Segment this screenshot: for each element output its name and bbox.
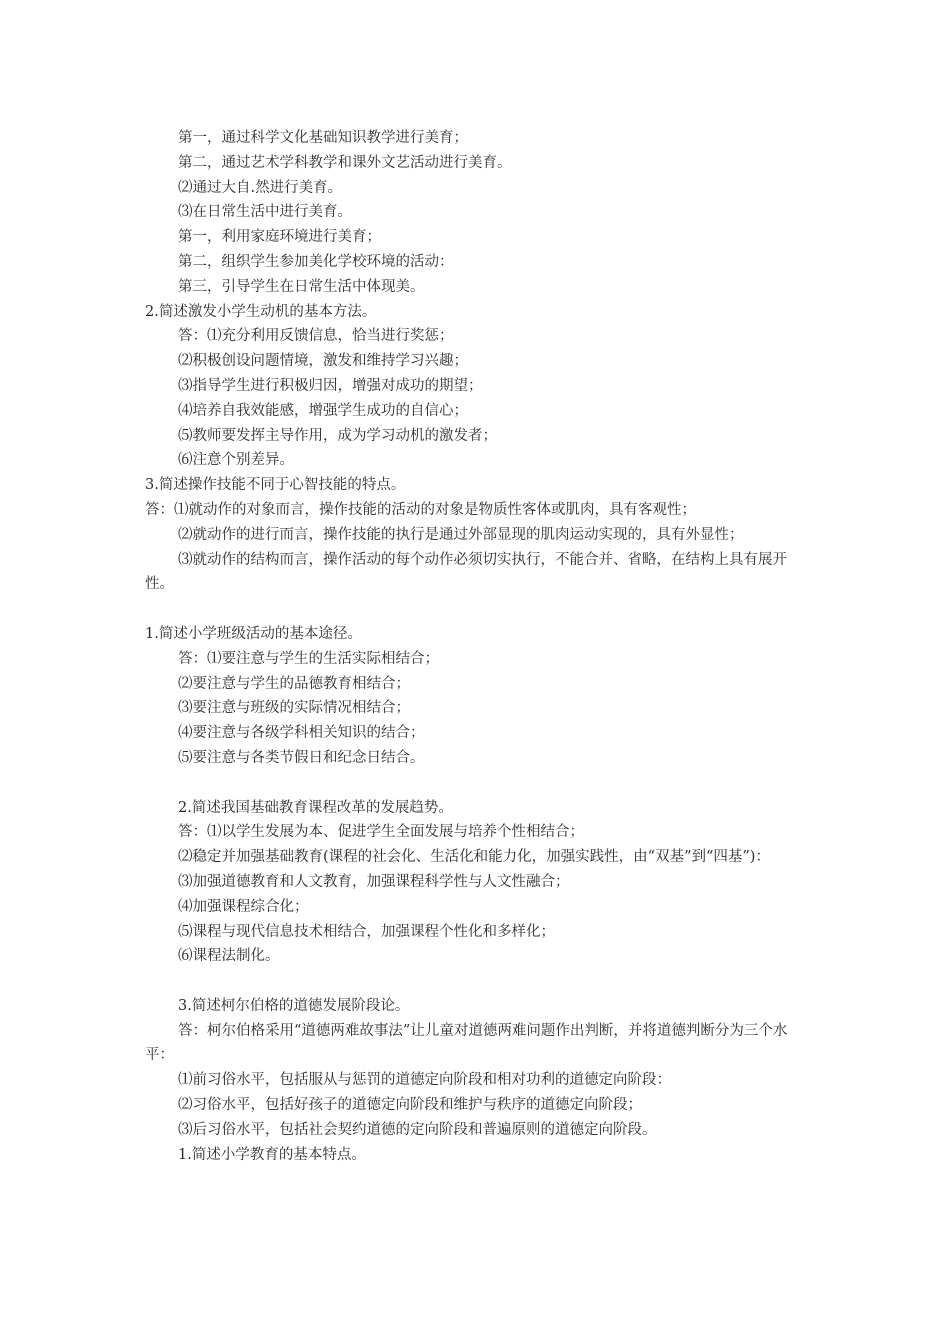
text-line: 第二，组织学生参加美化学校环境的活动： <box>178 253 454 270</box>
text-line: 第一，通过科学文化基础知识教学进行美育； <box>178 130 468 146</box>
blank-line <box>145 969 810 994</box>
text-line: ⑹课程法制化。 <box>178 948 280 965</box>
text-line: 答：⑴要注意与学生的生活实际相结合； <box>178 650 439 667</box>
blank-line <box>145 597 810 622</box>
text-line: ⑹注意个别差异。 <box>178 452 294 469</box>
blank-line <box>145 771 810 796</box>
text-line: 1.简述小学班级活动的基本途径。 <box>145 625 362 642</box>
text-line: ⑸教师要发挥主导作用，成为学习动机的激发者； <box>178 427 497 444</box>
text-line: ⑷培养自我效能感，增强学生成功的自信心； <box>178 402 468 419</box>
text-line: ⑸课程与现代信息技术相结合，加强课程个性化和多样化； <box>178 923 555 940</box>
text-line: 2.简述激发小学生动机的基本方法。 <box>145 303 377 320</box>
text-line: ⑵习俗水平，包括好孩子的道德定向阶段和维护与秩序的道德定向阶段； <box>178 1097 642 1114</box>
text-line: 答：柯尔伯格采用“道德两难故事法”让儿童对道德两难问题作出判断，并将道德判断分为三个水平： <box>145 1022 788 1064</box>
text-line: ⑵就动作的进行而言，操作技能的执行是通过外部显现的肌肉运动实现的，具有外显性； <box>178 526 744 543</box>
text-line: ⑸要注意与各类节假日和纪念日结合。 <box>178 749 425 766</box>
text-line: ⑵稳定并加强基础教育(课程的社会化、生活化和能力化，加强实践性，由“双基”到“四基”)： <box>178 849 770 866</box>
text-line: 答：⑴就动作的对象而言，操作技能的活动的对象是物质性客体或肌肉，具有客观性； <box>145 501 696 518</box>
text-line: ⑵通过大自.然进行美育。 <box>178 179 343 196</box>
text-line: 3.简述操作技能不同于心智技能的特点。 <box>145 477 406 494</box>
text-line: 答：⑴以学生发展为本、促进学生全面发展与培养个性相结合； <box>178 824 584 841</box>
text-line: ⑶就动作的结构而言，操作活动的每个动作必须切实执行，不能合并、省略，在结构上具有展开性。 <box>145 551 787 593</box>
document-body <box>145 126 810 1167</box>
text-line: ⑶后习俗水平，包括社会契约道德的定向阶段和普遍原则的道德定向阶段。 <box>178 1121 657 1138</box>
text-line: ⑶要注意与班级的实际情况相结合； <box>178 700 410 717</box>
text-line: ⑵要注意与学生的品德教育相结合； <box>178 675 410 692</box>
text-line: 第一，利用家庭环境进行美育； <box>178 229 381 246</box>
text-line: ⑶加强道德教育和人文教育，加强课程科学性与人文性融合； <box>178 873 570 890</box>
text-line: 答：⑴充分利用反馈信息，恰当进行奖惩； <box>178 328 454 345</box>
text-line: 3.简述柯尔伯格的道德发展阶段论。 <box>178 997 410 1014</box>
text-line: ⑴前习俗水平，包括服从与惩罚的道德定向阶段和相对功利的道德定向阶段： <box>178 1072 671 1089</box>
text-line: ⑷要注意与各级学科相关知识的结合； <box>178 725 425 742</box>
text-line: ⑵积极创设问题情境，激发和维持学习兴趣； <box>178 353 468 370</box>
text-line: ⑶指导学生进行积极归因，增强对成功的期望； <box>178 377 483 394</box>
text-line: 第二，通过艺术学科教学和课外文艺活动进行美育。 <box>178 154 512 171</box>
text-line: 第三，引导学生在日常生活中体现美。 <box>178 278 425 295</box>
text-line: ⑷加强课程综合化； <box>178 898 309 915</box>
text-line: ⑶在日常生活中进行美育。 <box>178 204 352 221</box>
text-line: 1.简述小学教育的基本特点。 <box>178 1146 366 1163</box>
text-line: 2.简述我国基础教育课程改革的发展趋势。 <box>178 799 453 816</box>
